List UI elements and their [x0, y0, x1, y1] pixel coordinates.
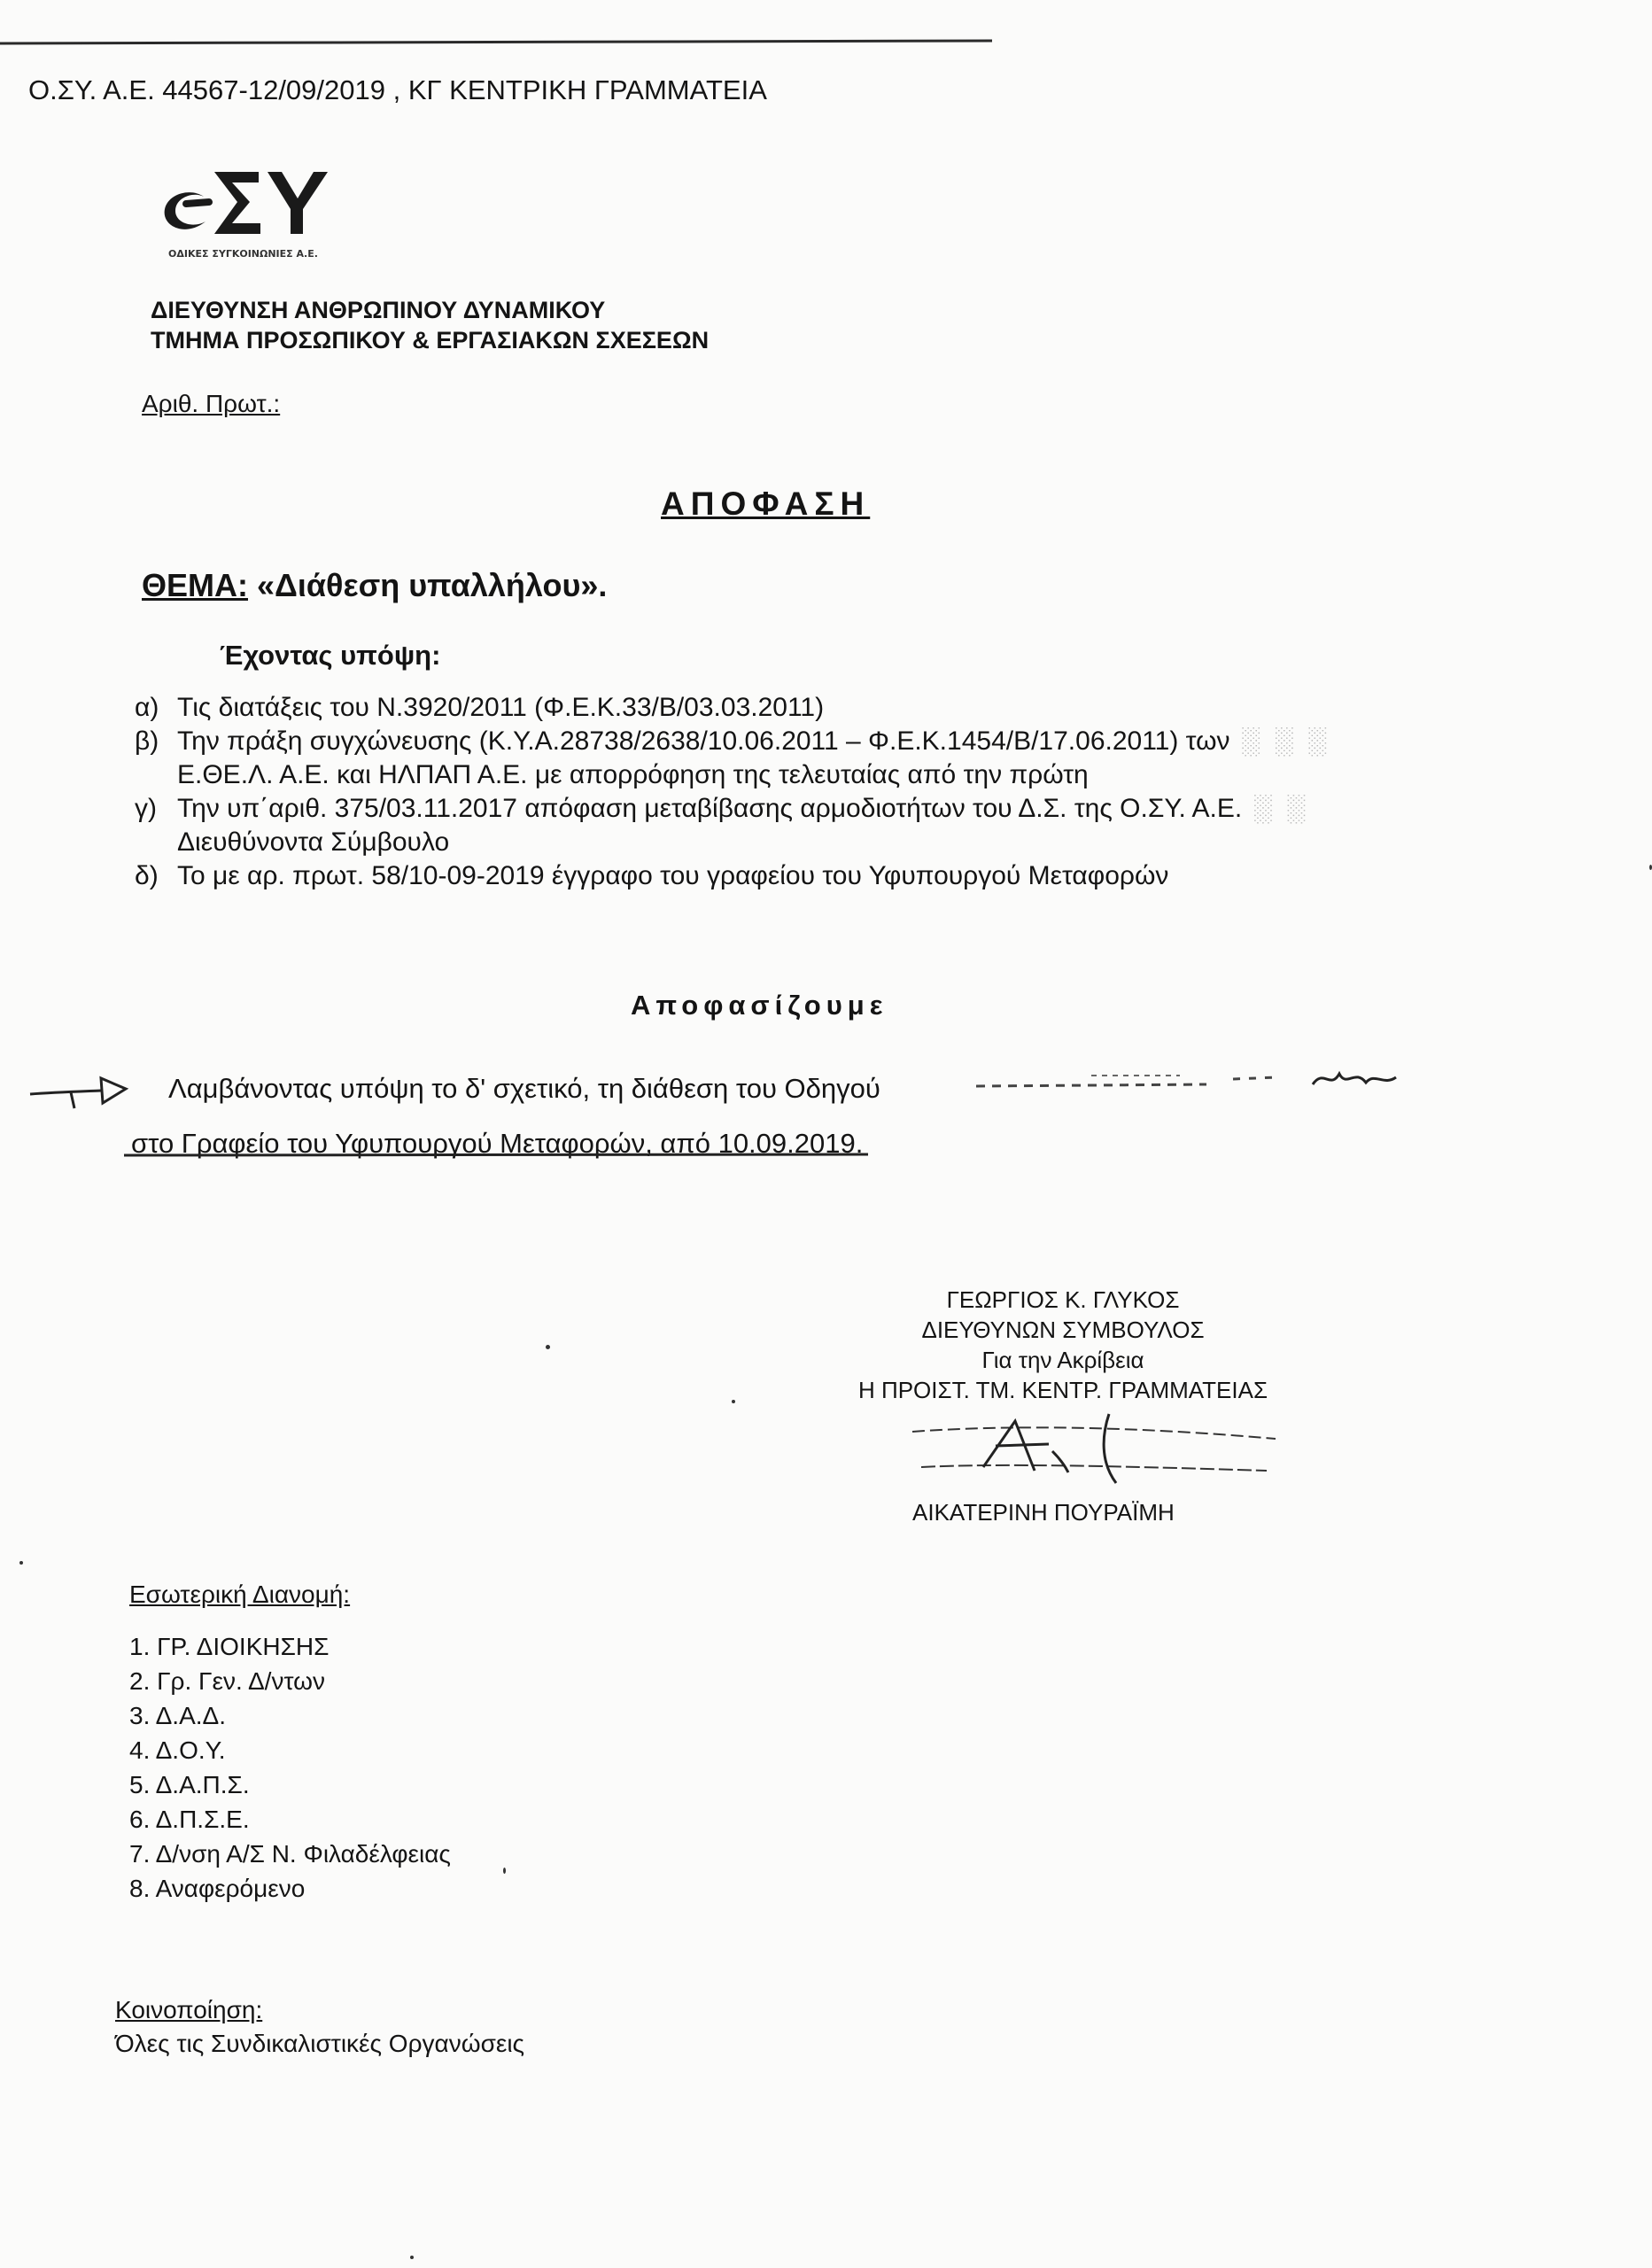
handwritten-underline [124, 1150, 868, 1161]
list-item [135, 859, 1375, 893]
item-marker: α) [135, 693, 159, 722]
scan-speck [546, 1345, 550, 1349]
item-marker: β) [135, 726, 159, 756]
reference-line: Ο.ΣΥ. Α.Ε. 44567-12/09/2019 , ΚΓ ΚΕΝΤΡΙΚΗ ΓΡΑΜΜΑΤΕΙΑ [28, 74, 767, 105]
decision-line2: στο Γραφείο του Υφυπουργού Μεταφορών, από 10.09.2019. [131, 1128, 864, 1159]
list-item: 5. Δ.Α.Π.Σ. [129, 1771, 250, 1798]
notification-heading: Κοινοποίηση: [115, 1996, 263, 2023]
item-text: Την πράξη συγχώνευσης (Κ.Υ.Α.28738/2638/10.06.2011 – Φ.Ε.Κ.1454/Β/17.06.2011) των [177, 726, 1230, 756]
logo-subtitle: ΟΔΙΚΕΣ ΣΥΓΚΟΙΝΩΝΙΕΣ Α.Ε. [168, 248, 318, 260]
list-item: 6. Δ.Π.Σ.Ε. [129, 1806, 250, 1833]
notification-text: Όλες τις Συνδικαλιστικές Οργανώσεις [115, 2030, 525, 2057]
notification [115, 1993, 524, 2061]
item-marker: δ) [135, 861, 159, 890]
certified-label: Για την Ακρίβεια [981, 1347, 1144, 1373]
certifier-role: Η ΠΡΟΙΣΤ. ΤΜ. ΚΕΝΤΡ. ΓΡΑΜΜΑΤΕΙΑΣ [857, 1377, 1268, 1403]
item-text: Την υπ΄αριθ. 375/03.11.2017 απόφαση μεταβίβασης αρμοδιοτήτων του Δ.Σ. της Ο.ΣΥ. Α.Ε. [177, 794, 1243, 823]
decision-line1: Λαμβάνοντας υπόψη το δ' σχετικό, τη διάθεση του Οδηγού [168, 1073, 880, 1104]
top-rule [0, 40, 992, 45]
osy-logo [151, 158, 363, 273]
scan-speck [410, 2256, 414, 2259]
item-text-cont: Διευθύνοντα Σύμβουλο [177, 827, 450, 857]
list-item: 4. Δ.Ο.Υ. [129, 1736, 226, 1764]
item-text: Τις διατάξεις του Ν.3920/2011 (Φ.Ε.Κ.33/Β/03.03.2011) [177, 693, 825, 722]
department-line2: ΤΜΗΜΑ ΠΡΟΣΩΠΙΚΟΥ & ΕΡΓΑΣΙΑΚΩΝ ΣΧΕΣΕΩΝ [151, 327, 710, 353]
considerations-heading: Έχοντας υπόψη: [220, 640, 441, 671]
scan-speck [732, 1400, 735, 1403]
item-marker: γ) [135, 794, 157, 823]
department-heading [151, 295, 709, 355]
list-item [135, 725, 1375, 792]
item-text: Το με αρ. πρωτ. 58/10-09-2019 έγγραφο του γραφείου του Υφυπουργού Μεταφορών [177, 861, 1169, 890]
signature-block [833, 1285, 1293, 1405]
signatory-name: ΓΕΩΡΓΙΟΣ Κ. ΓΛΥΚΟΣ [946, 1286, 1180, 1313]
department-line1: ΔΙΕΥΘΥΝΣΗ ΑΝΘΡΩΠΙΝΟΥ ΔΥΝΑΜΙΚΟΥ [151, 297, 606, 323]
handwritten-signature [904, 1409, 1284, 1506]
considerations-list [135, 691, 1375, 893]
signatory-role: ΔΙΕΥΘΥΝΩΝ ΣΥΜΒΟΥΛΟΣ [921, 1317, 1205, 1343]
redacted-name [976, 1063, 1401, 1099]
list-item: 1. ΓΡ. ΔΙΟΙΚΗΣΗΣ [129, 1633, 330, 1660]
list-item: 8. Αναφερόμενο [129, 1875, 306, 1902]
list-item [135, 691, 1375, 725]
list-item [135, 792, 1375, 859]
list-item: 2. Γρ. Γεν. Δ/ντων [129, 1667, 325, 1695]
redaction-smudge: ░ ░ ░ [1229, 726, 1330, 756]
subject-text: «Διάθεση υπαλλήλου». [257, 567, 608, 603]
scan-speck [503, 1868, 506, 1874]
subject-label: ΘΕΜΑ: [142, 567, 248, 603]
internal-distribution [129, 1577, 451, 1906]
item-text-cont: Ε.ΘΕ.Λ. Α.Ε. και ΗΛΠΑΠ Α.Ε. με απορρόφηση της τελευταίας από την πρώτη [177, 760, 1089, 789]
redaction-smudge: ░ ░ [1242, 794, 1309, 823]
list-item: 3. Δ.Α.Δ. [129, 1702, 227, 1729]
protocol-label: Αριθ. Πρωτ.: [142, 390, 281, 417]
subject-line [142, 567, 607, 604]
document-title: ΑΠΟΦΑΣΗ [661, 485, 871, 522]
certifier-name: ΑΙΚΑΤΕΡΙΝΗ ΠΟΥΡΑΪΜΗ [912, 1499, 1175, 1526]
hand-drawn-arrow-icon [27, 1068, 133, 1112]
internal-distribution-heading: Εσωτερική Διανομή: [129, 1581, 351, 1608]
scan-speck [19, 1561, 23, 1565]
list-item: 7. Δ/νση Α/Σ Ν. Φιλαδέλφειας [129, 1840, 451, 1868]
decision-heading: Αποφασίζουμε [631, 990, 888, 1021]
